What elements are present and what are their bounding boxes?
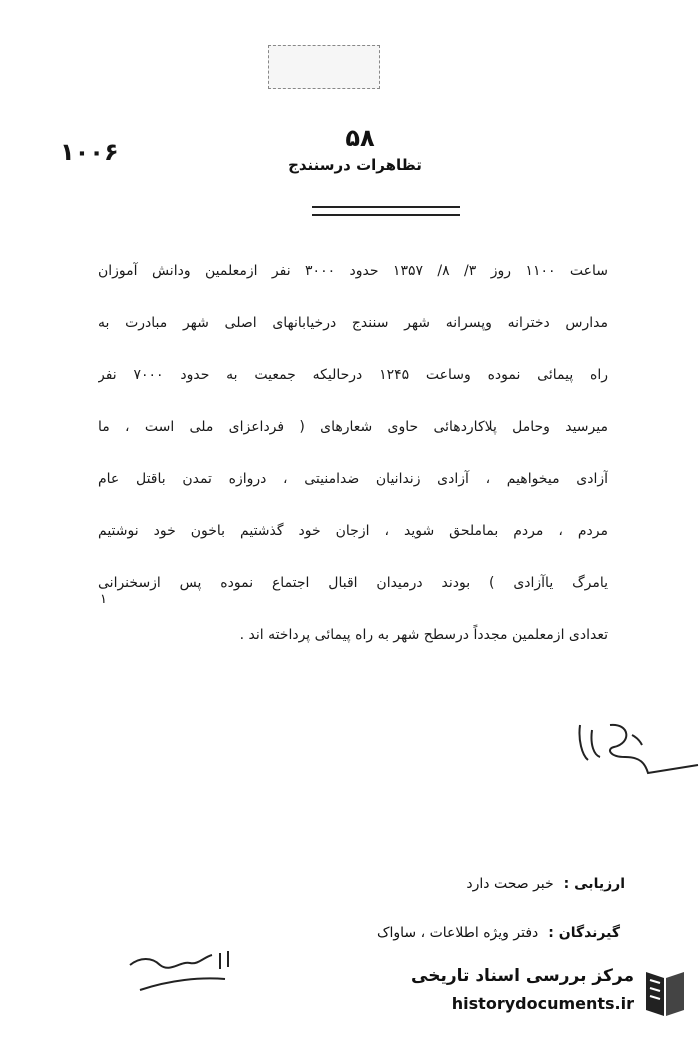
body-line: مدارس دخترانه وپسرانه شهر سنندج درخیابانهای اصلی شهر مبادرت به [98,315,608,331]
recipients-value: دفتر ویژه اطلاعات ، ساواک [376,925,539,941]
body-line: ساعت ۱۱۰۰ روز ۳/ ۸/ ۱۳۵۷ حدود ۳۰۰۰ نفر ازمعلمین ودانش آموزان [98,263,608,279]
recipients-label: گیرندگان : [548,925,620,941]
watermark [411,960,690,1030]
body-line: مردم ، مردم بماملحق شوید ، ازجان خود گذشتیم باخون خود نوشتیم [98,523,608,539]
watermark-name: مرکز بررسی اسناد تاریخی [411,966,634,986]
book-logo-icon [642,964,688,1020]
document-number: ۱۰۰۶ [60,138,119,166]
footnote-mark: ۱ [100,592,107,607]
recipients-line [377,925,620,941]
body-line: تعدادی ازمعلمین مجدداً درسطح شهر به راه پیمائی پرداخته اند . [239,627,608,643]
assessment-line [466,876,625,892]
document-title: تظاهرات درسنندج [288,156,422,174]
signature-scribble [570,705,700,805]
assessment-label: ارزیابی : [563,876,625,892]
body-line: میرسید وحامل پلاکاردهائی حاوی شعارهای ( فرداعزای ملی است ، ما [98,419,608,435]
title-underline [312,206,460,216]
assessment-value: خبر صحت دارد [466,876,554,892]
page-number: ۵۸ [345,124,375,152]
watermark-url: historydocuments.ir [451,994,634,1013]
report-body [98,245,608,661]
stamp-box [268,45,380,89]
body-line: یامرگ یاآزادی ) بودند درمیدان اقبال اجتماع نموده پس ازسخنرانی [98,575,608,591]
body-line: آزادی میخواهیم ، آزادی زندانیان ضدامنیتی ، دروازه تمدن باقتل عام [98,471,608,487]
body-line: راه پیمائی نموده وساعت ۱۲۴۵ درحالیکه جمعیت به حدود ۷۰۰۰ نفر [98,367,608,383]
handwritten-note [120,935,240,1005]
